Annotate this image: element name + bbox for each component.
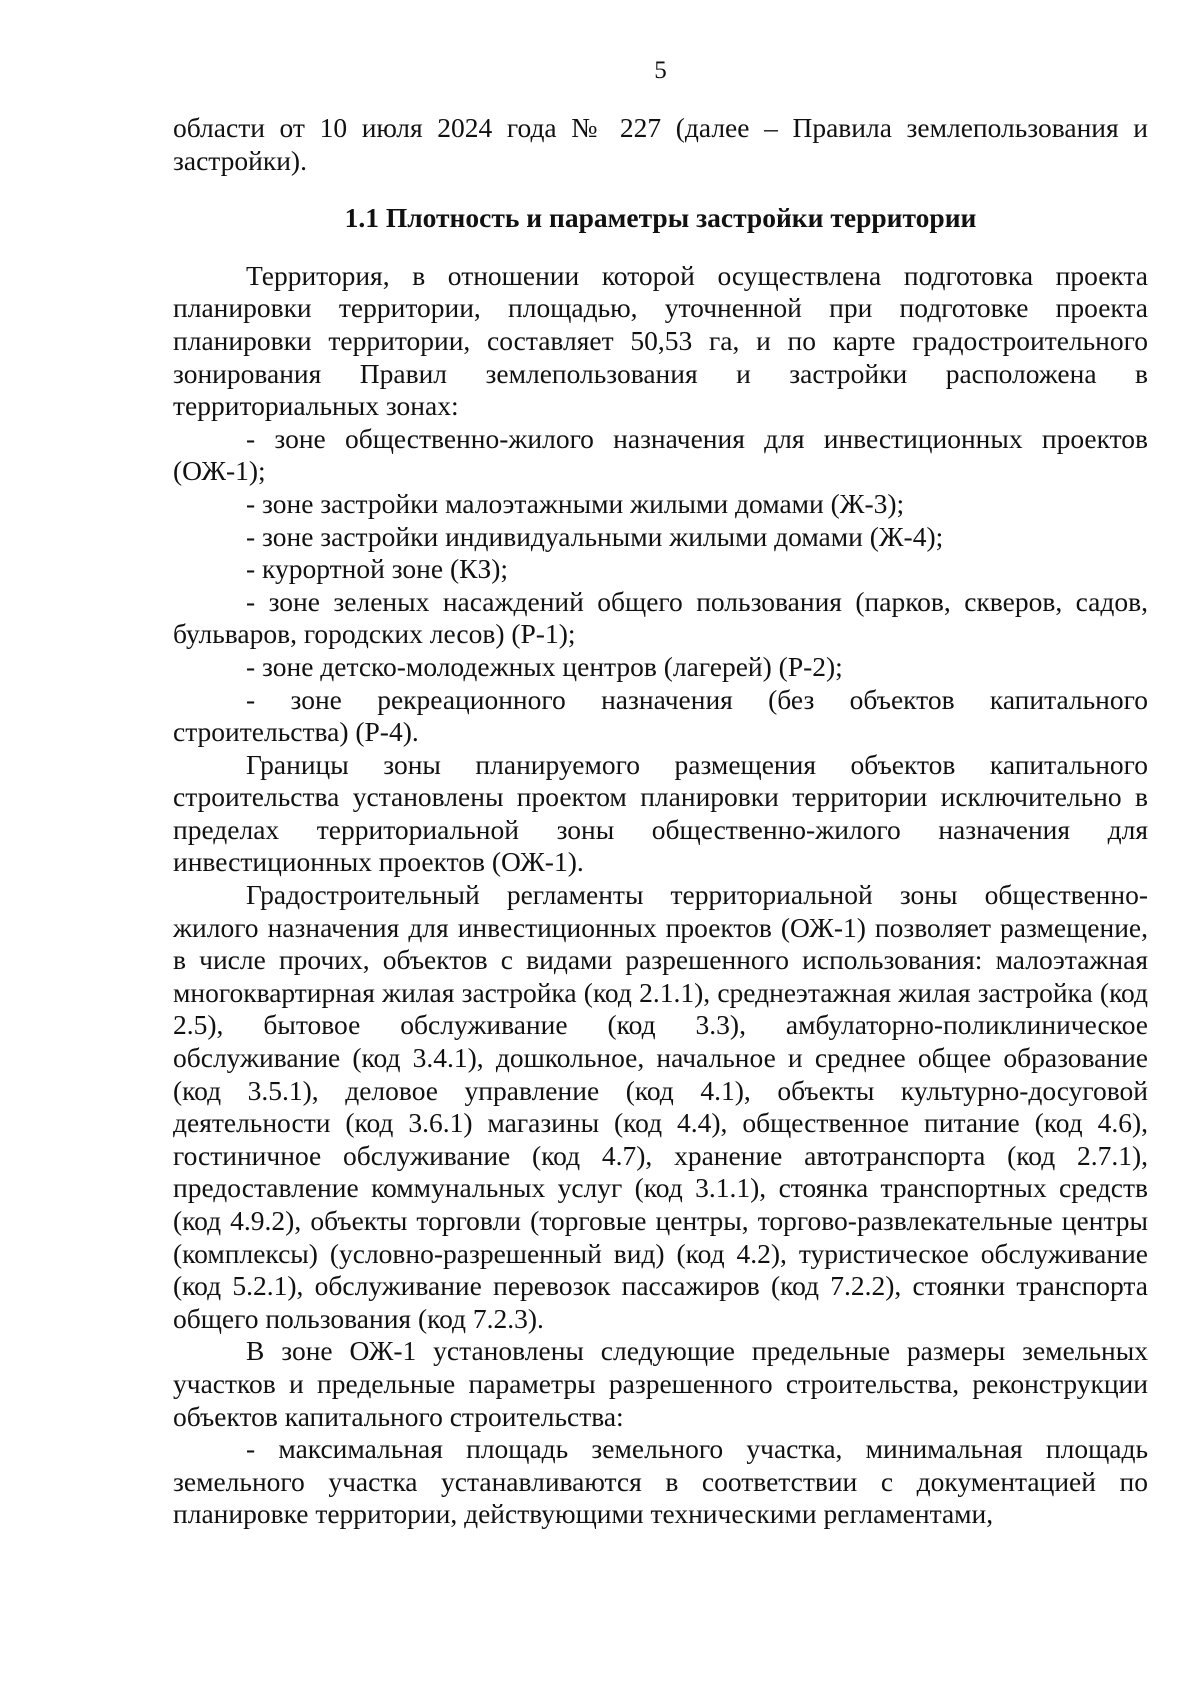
paragraph-territory: Территория, в отношении которой осуществлена подготовка проекта планировки территории, площадью, уточненной при подготовке проекта планировки территории, составляет 50,53 га, и по карте градостроительного зонирования Правил землепользования и застройки расположена в территориальных зонах: [173,259,1148,422]
paragraph-limits: В зоне ОЖ-1 установлены следующие предельные размеры земельных участков и предельные параметры разрешенного строительства, реконструкции объектов капитального строительства: [173,1335,1148,1432]
list-item-zone-r4: - зоне рекреационного назначения (без объектов капитального строительства) (Р-4). [173,683,1148,748]
list-item-zone-ozh1: - зоне общественно-жилого назначения для инвестиционных проектов (ОЖ-1); [173,422,1148,487]
list-item-zone-zh3: - зоне застройки малоэтажными жилыми домами (Ж-3); [246,487,905,519]
list-item-zone-r1: - зоне зеленых насаждений общего пользования (парков, скверов, садов, бульваров, городских лесов) (Р-1); [173,585,1148,650]
page-number: 5 [654,57,667,84]
paragraph-boundaries: Границы зоны планируемого размещения объектов капитального строительства установлены проектом планировки территории исключительно в пределах территориальной зоны общественно-жилого назначения для инвестиционных проектов (ОЖ-1). [173,748,1148,878]
document-page [173,0,1148,1698]
list-item-zone-zh4: - зоне застройки индивидуальными жилыми домами (Ж-4); [246,520,944,552]
paragraph-regulations: Градостроительный регламенты территориальной зоны общественно-жилого назначения для инвестиционных проектов (ОЖ-1) позволяет размещение, в числе прочих, объектов с видами разрешенного использования: малоэтажная многоквартирная жилая застройка (код 2.1.1), среднеэтажная жилая застройка (код 2.5), бытовое обслуживание (код 3.3), амбулаторно-поликлиническое обслуживание (код 3.4.1), дошкольное, начальное и среднее общее образование (код 3.5.1), деловое управление (код 4.1), объекты культурно-досуговой деятельности (код 3.6.1) магазины (код 4.4), общественное питание (код 4.6), гостиничное обслуживание (код 4.7), хранение автотранспорта (код 2.7.1), предоставление коммунальных услуг (код 3.1.1), стоянка транспортных средств (код 4.9.2), объекты торговли (торговые центры, торгово-развлекательные центры (комплексы) (условно-разрешенный вид) (код 4.2), туристическое обслуживание (код 5.2.1), обслуживание перевозок пассажиров (код 7.2.2), стоянки транспорта общего пользования (код 7.2.3). [173,879,1148,1334]
paragraph-continuation: области от 10 июля 2024 года № 227 (далее – Правила землепользования и застройки). [173,112,1148,176]
list-item-max-area: - максимальная площадь земельного участка, минимальная площадь земельного участка устанавливаются в соответствии с документацией по планировке территории, действующими техническими регламентами, [173,1433,1148,1530]
section-heading: 1.1 Плотность и параметры застройки территории [344,202,977,234]
list-item-zone-kz: - курортной зоне (КЗ); [246,553,509,585]
list-item-zone-r2: - зоне детско-молодежных центров (лагерей) (Р-2); [246,650,843,682]
document-body [173,112,1148,1531]
